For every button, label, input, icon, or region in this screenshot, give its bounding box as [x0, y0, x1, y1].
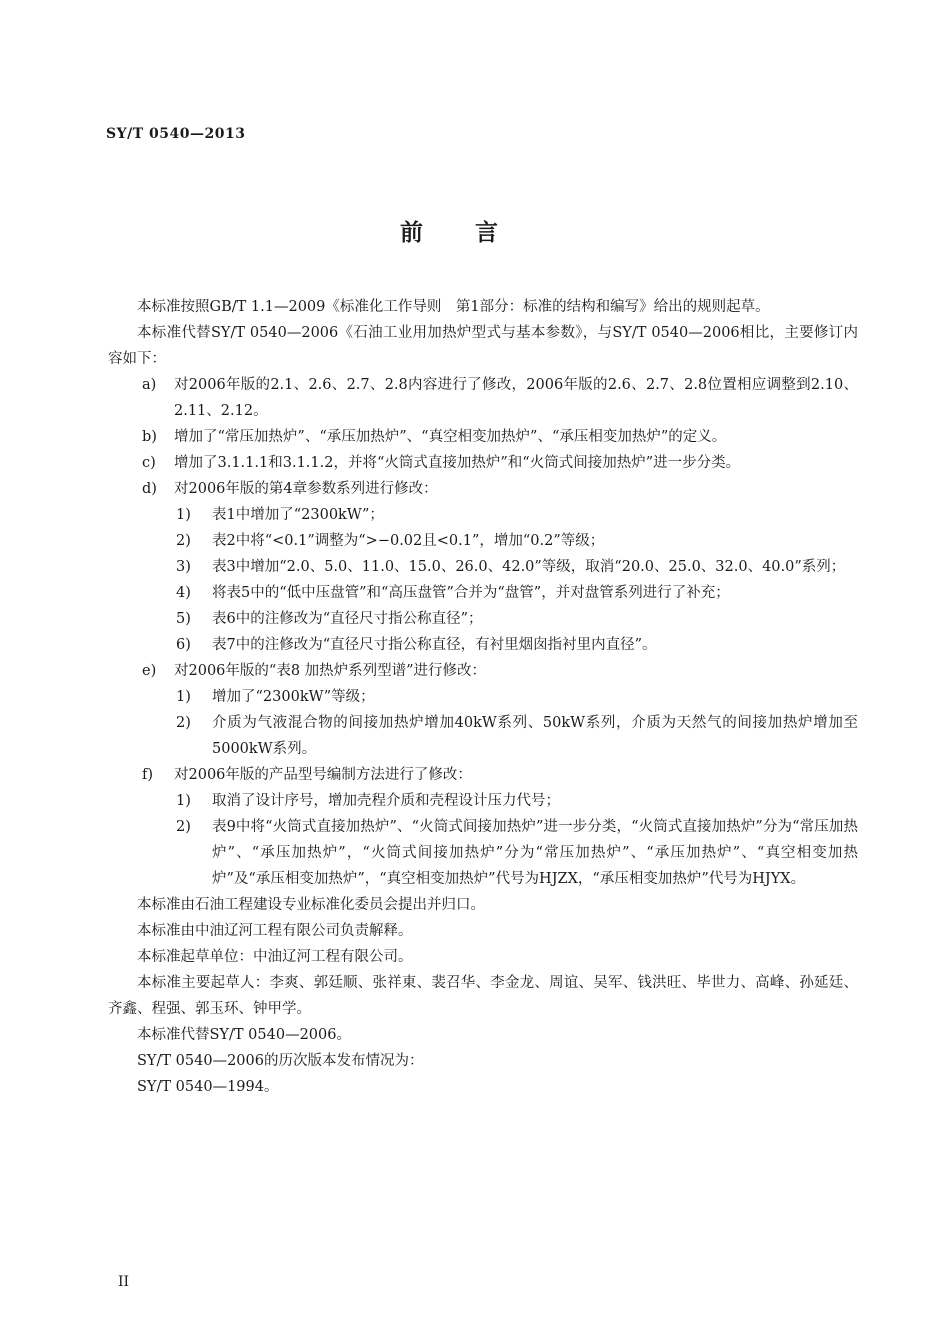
revision-subitem-text: 表2中将“<0.1”调整为“>−0.02且<0.1”，增加“0.2”等级；: [212, 533, 605, 549]
closing-paragraph: 本标准由中油辽河工程有限公司负责解释。: [137, 923, 413, 939]
revision-item-text: 增加了“常压加热炉”、“承压加热炉”、“真空相变加热炉”、“承压相变加热炉”的定义。: [174, 429, 727, 445]
revision-subitem: [108, 814, 858, 892]
revision-subitem: [108, 554, 858, 580]
revision-subitem-label: 6): [176, 637, 191, 653]
revision-item: [108, 424, 858, 450]
page-title: 前言: [400, 220, 550, 246]
revision-item-label: a): [142, 377, 157, 393]
revision-subitem-text: 表9中将“火筒式直接加热炉”、“火筒式间接加热炉”进一步分类，“火筒式直接加热炉”分为“常压加热炉”、“承压加热炉”，“火筒式间接加热炉”分为“常压加热炉”、“承压加热炉”、“真空相变加热炉”及“承压相变加热炉”，“真空相变加热炉”代号为HJZX，“承压相变加热炉”代号为HJYX。: [212, 819, 858, 887]
revision-item-text: 对2006年版的产品型号编制方法进行了修改：: [174, 767, 472, 783]
revision-item-label: f): [142, 767, 154, 783]
revision-subitem: [108, 684, 858, 710]
revision-item: [108, 476, 858, 502]
revision-subitem: [108, 710, 858, 762]
revision-item-label: c): [142, 455, 156, 471]
revision-subitem: [108, 632, 858, 658]
revision-subitem-label: 5): [176, 611, 191, 627]
revision-item: [108, 450, 858, 476]
revision-list: [108, 372, 858, 892]
revision-subitem-label: 3): [176, 559, 191, 575]
revision-subitem-label: 4): [176, 585, 191, 601]
revision-subitem: [108, 580, 858, 606]
revision-item-text: 对2006年版的第4章参数系列进行修改：: [174, 481, 438, 497]
revision-item: [108, 372, 858, 424]
revision-subitem-label: 2): [176, 533, 191, 549]
closing-paragraph: SY/T 0540—1994。: [137, 1079, 279, 1095]
revision-subitem-text: 表3中增加“2.0、5.0、11.0、15.0、26.0、42.0”等级，取消“20.0、25.0、32.0、40.0”系列；: [212, 559, 846, 575]
revision-subitem-label: 1): [176, 793, 191, 809]
revision-subitem-text: 将表5中的“低中压盘管”和“高压盘管”合并为“盘管”，并对盘管系列进行了补充；: [212, 585, 730, 601]
foreword-body: [108, 294, 858, 1100]
revision-subitem: [108, 606, 858, 632]
revision-subitem: [108, 528, 858, 554]
revision-subitem-text: 表6中的注修改为“直径尺寸指公称直径”；: [212, 611, 483, 627]
revision-item-text: 增加了3.1.1.1和3.1.1.2，并将“火筒式直接加热炉”和“火筒式间接加热炉”进一步分类。: [174, 455, 741, 471]
revision-subitem: [108, 502, 858, 528]
revision-subitem-text: 取消了设计序号，增加壳程介质和壳程设计压力代号；: [212, 793, 560, 809]
revision-item: [108, 658, 858, 684]
revision-subitem: [108, 788, 858, 814]
revision-item-label: e): [142, 663, 157, 679]
revision-item-text: 对2006年版的“表8 加热炉系列型谱”进行修改：: [174, 663, 487, 679]
revision-subitem-text: 介质为气液混合物的间接加热炉增加40kW系列、50kW系列，介质为天然气的间接加热炉增加至5000kW系列。: [212, 715, 858, 757]
intro-paragraph: 本标准按照GB/T 1.1—2009《标准化工作导则 第1部分：标准的结构和编写》给出的规则起草。: [137, 299, 770, 315]
standard-code-header: SY/T 0540—2013: [106, 126, 246, 142]
revision-subitem-label: 1): [176, 689, 191, 705]
closing-paragraph: SY/T 0540—2006的历次版本发布情况为：: [137, 1053, 424, 1069]
revision-subitem-label: 2): [176, 715, 191, 731]
revision-subitem-text: 表1中增加了“2300kW”；: [212, 507, 384, 523]
revision-subitem-text: 表7中的注修改为“直径尺寸指公称直径，有衬里烟囱指衬里内直径”。: [212, 637, 657, 653]
closing-paragraph: 本标准主要起草人：李爽、郭廷顺、张祥東、裴召华、李金龙、周谊、吴军、钱洪旺、毕世力、高峰、孙延廷、齐鑫、程强、郭玉环、钟甲学。: [108, 975, 858, 1017]
revision-subitem-label: 1): [176, 507, 191, 523]
page-number: II: [118, 1274, 130, 1290]
revision-item: [108, 762, 858, 788]
closing-paragraph: 本标准起草单位：中油辽河工程有限公司。: [137, 949, 413, 965]
revision-item-label: d): [142, 481, 157, 497]
intro-paragraph: 本标准代替SY/T 0540—2006《石油工业用加热炉型式与基本参数》，与SY/T 0540—2006相比，主要修订内容如下：: [108, 325, 858, 367]
revision-item-text: 对2006年版的2.1、2.6、2.7、2.8内容进行了修改，2006年版的2.6、2.7、2.8位置相应调整到2.10、2.11、2.12。: [174, 377, 858, 419]
revision-subitem-text: 增加了“2300kW”等级；: [212, 689, 375, 705]
closing-paragraphs: [108, 892, 858, 1100]
revision-subitem-label: 2): [176, 819, 191, 835]
closing-paragraph: 本标准代替SY/T 0540—2006。: [137, 1027, 351, 1043]
closing-paragraph: 本标准由石油工程建设专业标准化委员会提出并归口。: [137, 897, 485, 913]
revision-item-label: b): [142, 429, 157, 445]
